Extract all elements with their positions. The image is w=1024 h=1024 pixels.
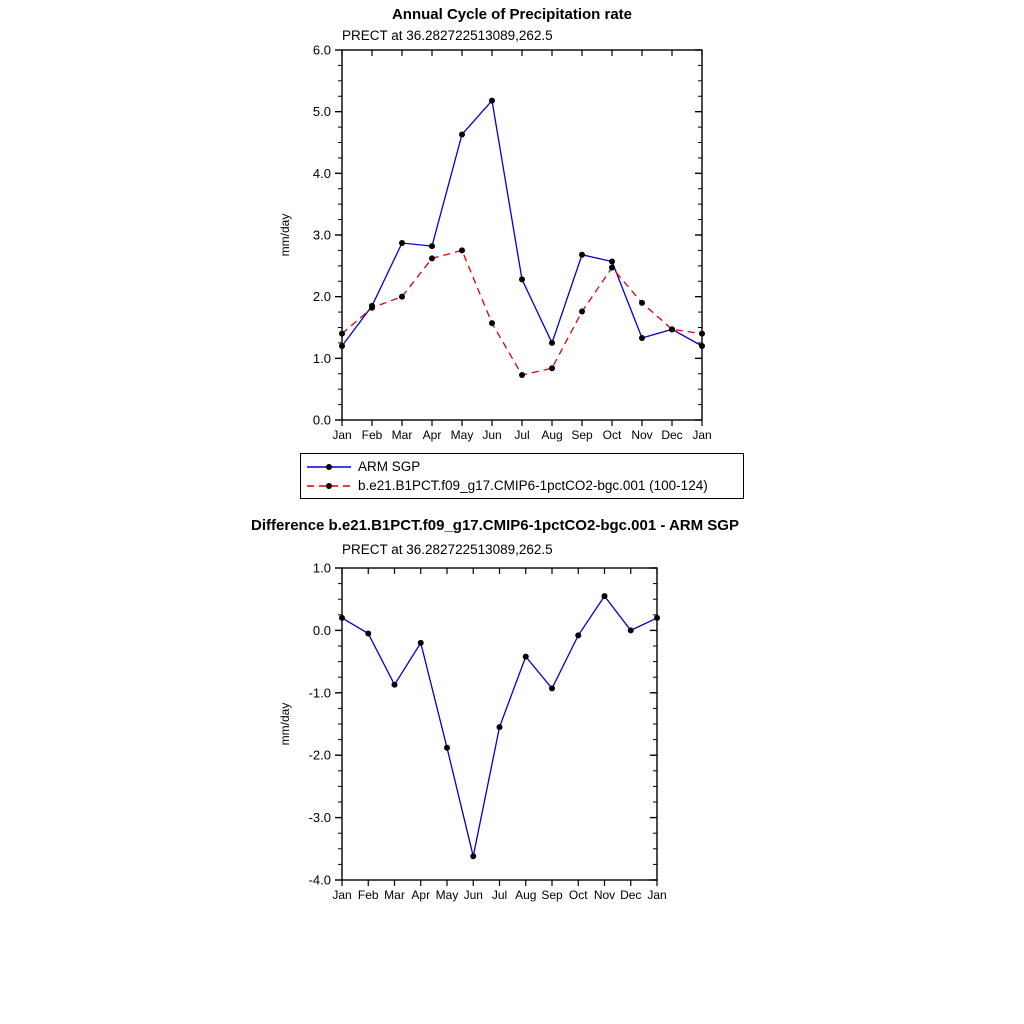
svg-text:Aug: Aug: [515, 888, 537, 902]
svg-text:May: May: [450, 428, 474, 442]
svg-text:0.0: 0.0: [312, 622, 331, 638]
svg-text:4.0: 4.0: [312, 165, 331, 181]
difference-plot: [278, 561, 667, 903]
svg-text:0.0: 0.0: [312, 412, 331, 428]
svg-text:Jan: Jan: [692, 428, 712, 442]
top-chart-subtitle: PRECT at 36.282722513089,262.5: [342, 28, 553, 43]
svg-text:Apr: Apr: [411, 888, 431, 902]
svg-text:3.0: 3.0: [312, 227, 331, 243]
annual-cycle-plot: [278, 43, 712, 443]
svg-text:Feb: Feb: [357, 888, 379, 902]
bottom-chart-title: Difference b.e21.B1PCT.f09_g17.CMIP6-1pctCO2-bgc.001 - ARM SGP: [251, 517, 739, 534]
svg-text:Jun: Jun: [463, 888, 483, 902]
svg-text:Mar: Mar: [384, 888, 405, 902]
svg-text:1.0: 1.0: [312, 560, 331, 576]
svg-text:Feb: Feb: [361, 428, 383, 442]
svg-text:Jan: Jan: [332, 428, 352, 442]
legend-item-model: [301, 476, 743, 495]
legend-item-arm-sgp: [301, 457, 743, 476]
svg-text:Apr: Apr: [422, 428, 442, 442]
svg-text:1.0: 1.0: [312, 350, 331, 366]
legend-label-arm-sgp: ARM SGP: [358, 459, 421, 474]
svg-text:Oct: Oct: [602, 428, 622, 442]
svg-text:Nov: Nov: [631, 428, 653, 442]
svg-text:Jul: Jul: [514, 428, 530, 442]
svg-text:Dec: Dec: [620, 888, 642, 902]
svg-text:6.0: 6.0: [312, 42, 331, 58]
legend-line-sample-blue-icon: [305, 460, 353, 474]
svg-text:Sep: Sep: [541, 888, 563, 902]
svg-text:Sep: Sep: [571, 428, 593, 442]
svg-text:Oct: Oct: [568, 888, 588, 902]
svg-text:mm/day: mm/day: [278, 702, 292, 746]
bottom-chart-subtitle: PRECT at 36.282722513089,262.5: [342, 542, 553, 557]
svg-text:-4.0: -4.0: [308, 872, 331, 888]
svg-text:Jun: Jun: [482, 428, 502, 442]
svg-text:Aug: Aug: [541, 428, 563, 442]
svg-text:5.0: 5.0: [312, 104, 331, 120]
svg-text:Mar: Mar: [391, 428, 413, 442]
svg-text:mm/day: mm/day: [278, 213, 292, 257]
legend-label-model: b.e21.B1PCT.f09_g17.CMIP6-1pctCO2-bgc.001 (100-124): [358, 478, 708, 493]
svg-text:Nov: Nov: [593, 888, 616, 902]
svg-text:-2.0: -2.0: [308, 747, 331, 763]
svg-text:May: May: [435, 888, 459, 902]
svg-text:Jan: Jan: [647, 888, 667, 902]
top-chart-title: Annual Cycle of Precipitation rate: [391, 6, 633, 23]
svg-text:-3.0: -3.0: [308, 810, 331, 826]
legend-line-sample-red-icon: [305, 479, 353, 493]
svg-text:Dec: Dec: [661, 428, 683, 442]
svg-text:Jul: Jul: [491, 888, 508, 902]
svg-text:2.0: 2.0: [312, 289, 331, 305]
svg-text:Jan: Jan: [332, 888, 352, 902]
legend: [300, 453, 744, 499]
svg-text:-1.0: -1.0: [308, 685, 331, 701]
